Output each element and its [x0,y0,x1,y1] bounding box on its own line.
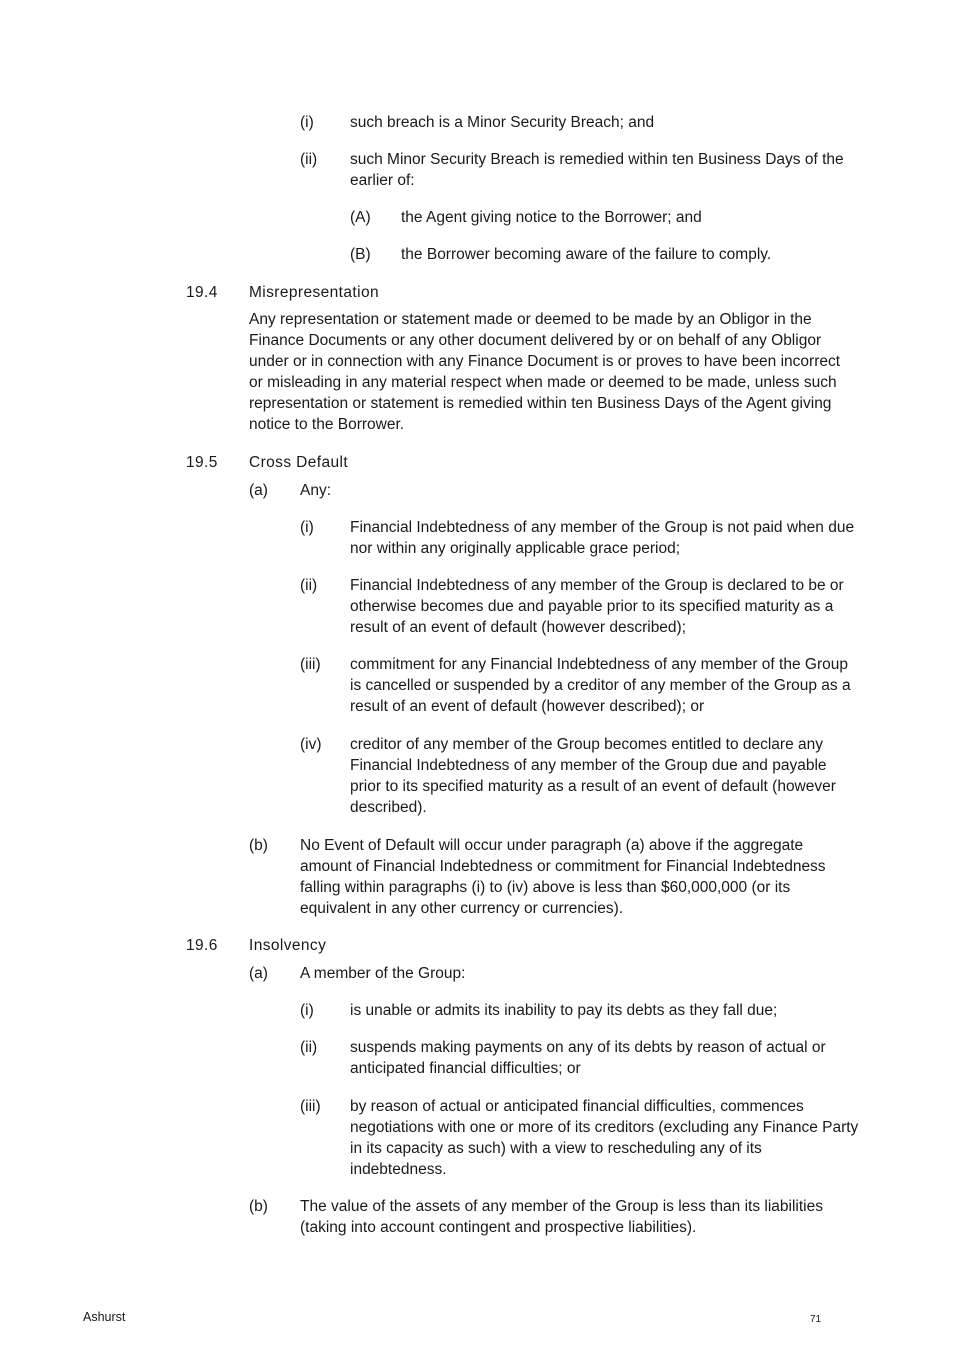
paragraph-line: representation or statement is remedied within ten Business Days of the Agent giving [249,395,832,412]
clause-text: equivalent in any other currency or currencies). [300,900,624,917]
clause-text: indebtedness. [350,1161,447,1178]
clause-label: (ii) [300,151,318,168]
clause-text: is cancelled or suspended by a creditor of any member of the Group as a [350,677,851,694]
clause-text: in its capacity as such) with a view to rescheduling any of its [350,1140,762,1157]
clause-text: such Minor Security Breach is remedied within ten Business Days of the [350,151,844,168]
section-title: Insolvency [249,937,327,954]
clause-text: the Agent giving notice to the Borrower; and [401,209,702,226]
clause-label: (iv) [300,736,322,753]
clause-label: (b) [249,1198,268,1215]
clause-text: The value of the assets of any member of the Group is less than its liabilities [300,1198,823,1215]
paragraph-line: notice to the Borrower. [249,416,405,433]
clause-text: suspends making payments on any of its debts by reason of actual or [350,1039,826,1056]
paragraph-line: or misleading in any material respect when made or deemed to be made, unless such [249,374,837,391]
clause-text: result of an event of default (however described); or [350,698,705,715]
clause-label: (b) [249,837,268,854]
clause-text: such breach is a Minor Security Breach; and [350,114,655,131]
footer-firm-name: Ashurst [83,1310,126,1324]
clause-text: by reason of actual or anticipated financial difficulties, commences [350,1098,804,1115]
clause-text: described). [350,799,427,816]
clause-text: negotiations with one or more of its creditors (excluding any Finance Party [350,1119,859,1136]
clause-label: (A) [350,209,371,226]
section-title: Misrepresentation [249,284,379,301]
page-number: 71 [810,1314,822,1325]
section-number: 19.6 [186,937,218,954]
paragraph-line: Finance Documents or any other document delivered by or on behalf of any Obligor [249,332,822,349]
clause-label: (a) [249,482,268,499]
section-number: 19.5 [186,454,218,471]
clause-text: result of an event of default (however described); [350,619,687,636]
clause-label: (ii) [300,577,318,594]
clause-label: (i) [300,519,314,536]
section-title: Cross Default [249,454,349,471]
clause-text: Financial Indebtedness of any member of the Group due and payable [350,757,827,774]
clause-text: falling within paragraphs (i) to (iv) above is less than $60,000,000 (or its [300,879,791,896]
clause-text: A member of the Group: [300,965,466,982]
clause-label: (ii) [300,1039,318,1056]
clause-text: creditor of any member of the Group becomes entitled to declare any [350,736,823,753]
clause-text: earlier of: [350,172,415,189]
clause-text: anticipated financial difficulties; or [350,1060,581,1077]
clause-text: prior to its specified maturity as a result of an event of default (however [350,778,836,795]
clause-label: (i) [300,114,314,131]
clause-text: otherwise becomes due and payable prior to its specified maturity as a [350,598,834,615]
clause-text: nor within any originally applicable grace period; [350,540,680,557]
clause-text: Any: [300,482,332,499]
clause-text: Financial Indebtedness of any member of the Group is declared to be or [350,577,844,594]
clause-text: the Borrower becoming aware of the failure to comply. [401,246,772,263]
section-number: 19.4 [186,284,218,301]
clause-text: Financial Indebtedness of any member of the Group is not paid when due [350,519,855,536]
clause-label: (i) [300,1002,314,1019]
paragraph-line: Any representation or statement made or deemed to be made by an Obligor in the [249,311,812,328]
clause-label: (iii) [300,656,321,673]
clause-text: (taking into account contingent and prospective liabilities). [300,1219,697,1236]
clause-text: commitment for any Financial Indebtedness of any member of the Group [350,656,848,673]
paragraph-line: under or in connection with any Finance Document is or proves to have been incorrect [249,353,841,370]
clause-label: (a) [249,965,268,982]
clause-text: is unable or admits its inability to pay its debts as they fall due; [350,1002,778,1019]
clause-label: (iii) [300,1098,321,1115]
clause-text: No Event of Default will occur under paragraph (a) above if the aggregate [300,837,804,854]
clause-label: (B) [350,246,371,263]
clause-text: amount of Financial Indebtedness or commitment for Financial Indebtedness [300,858,826,875]
